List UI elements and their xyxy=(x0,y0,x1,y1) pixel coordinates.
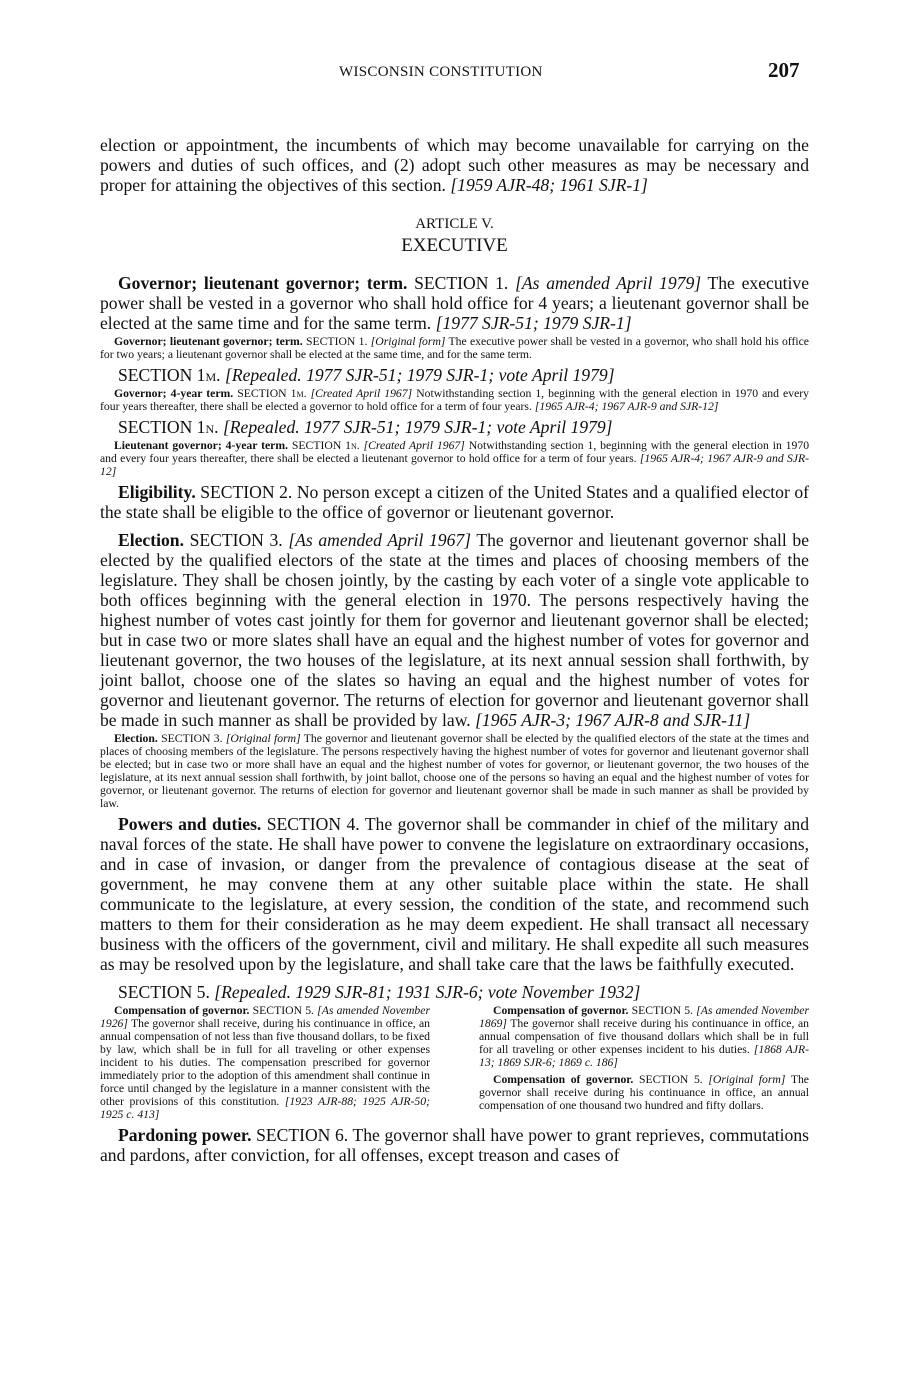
section-1m-repealed: SECTION 1m. [Repealed. 1977 SJR-51; 1979 SJR-1; vote April 1979] xyxy=(118,365,615,385)
article-number: ARTICLE V. xyxy=(415,216,494,232)
section-heading: Eligibility. xyxy=(118,482,196,502)
article-heading xyxy=(100,213,809,257)
article-title: EXECUTIVE xyxy=(401,235,508,256)
citation: [1959 AJR-48; 1961 SJR-1] xyxy=(450,175,648,195)
section-5-repealed: SECTION 5. [Repealed. 1929 SJR-81; 1931 SJR-6; vote November 1932] xyxy=(118,982,641,1002)
page-body xyxy=(100,135,809,1165)
section-6: Pardoning power. SECTION 6. The governor shall have power to grant reprieves, commutations and pardons, after conviction, for all offenses, except treason and cases of xyxy=(100,1125,809,1165)
section-4: Powers and duties. SECTION 4. The governor shall be commander in chief of the military and naval forces of the state. He shall have power to convene the legislature on extraordinary occasions, and in case of invasion, or danger from the prevalence of contagious disease at the seat of government, he may convene them at any other suitable place within the state. He shall communicate to the legislature, at every session, the condition of the state, and recommend such matters to them for their consideration as he may deem expedient. He shall transact all necessary business with the officers of the government, civil and military. He shall expedite all such measures as may be resolved upon by the legislature, and shall take care that the laws be faithfully executed. xyxy=(100,814,809,974)
section-1n-repealed: SECTION 1n. [Repealed. 1977 SJR-51; 1979 SJR-1; vote April 1979] xyxy=(118,417,613,437)
note-left-column: Compensation of governor. SECTION 5. [As amended November 1926] The governor shall receive, during his continuance in office, an annual compensation of not less than five thousand dollars, to be fixed by law, which shall be in full for all traveling or other expenses incident to his duties. The compensation prescribed for governor immediately prior to the adoption of this amendment shall continue in force until changed by the legislature in a manner consistent with the other provisions of this constitution. [1923 AJR-88; 1925 AJR-50; 1925 c. 413] xyxy=(100,1004,431,1121)
citation: [1977 SJR-51; 1979 SJR-1] xyxy=(435,313,632,333)
page-number: 207 xyxy=(768,58,800,82)
running-title: WISCONSIN CONSTITUTION xyxy=(339,64,543,80)
section-2: Eligibility. SECTION 2. No person except a citizen of the United States and a qualified elector of the state shall be eligible to the office of governor or lieutenant governor. xyxy=(100,482,809,522)
section-3: Election. SECTION 3. [As amended April 1967] The governor and lieutenant governor shall be elected by the qualified electors of the state at the times and places of choosing members of the legislature. They shall be chosen jointly, by the casting by each voter of a single vote applicable to both offices beginning with the general election in 1970. The persons respectively having the highest number of votes cast jointly for them for governor and lieutenant governor shall be elected; but in case two or more slates shall have an equal and the highest number of votes for governor and lieutenant governor, the two houses of the legislature, at its next annual session shall forthwith, by joint ballot, choose one of the slates so having an equal and the highest number of votes for governor and lieutenant governor. The returns of election for governor and lieutenant governor shall be made in such manner as shall be provided by law. [1965 AJR-3; 1967 AJR-8 and SJR-11] xyxy=(100,530,810,730)
history-note-section-3: Election. SECTION 3. [Original form] The governor and lieutenant governor shall be elected by the qualified electors of the state at the times and places of choosing members of the legislature. The persons respectively having the highest number of votes for governor and lieutenant governor shall be elected; but in case two or more shall have an equal and the highest number of votes for governor, or lieutenant governor, the two houses of the legislature, at its next annual session shall forthwith, by joint ballot, choose one of the persons so having an equal and the highest number of votes for governor, or lieutenant governor. The returns of election for governor and lieutenant governor shall be made in such manner as shall be provided by law. xyxy=(100,732,810,810)
history-note-section-1: Governor; lieutenant governor; term. SECTION 1. [Original form] The executive power shall be vested in a governor, who shall hold his office for two years; a lieutenant governor shall be elected at the same time, and for the same term. xyxy=(100,335,809,361)
history-note-section-1n: Lieutenant governor; 4-year term. SECTION 1n. [Created April 1967] Notwithstanding section 1, beginning with the general election in 1970 and every four years thereafter, there shall be elected a lieutenant governor to hold office for a term of four years. [1965 AJR-4; 1967 AJR-9 and SJR-12] xyxy=(100,439,810,478)
citation: [1965 AJR-3; 1967 AJR-8 and SJR-11] xyxy=(475,710,751,730)
section-heading: Governor; lieutenant governor; term. xyxy=(118,273,408,293)
section-heading: Pardoning power. xyxy=(118,1125,252,1145)
page-header xyxy=(0,58,907,88)
history-note-section-1m: Governor; 4-year term. SECTION 1m. [Created April 1967] Notwithstanding section 1, beginning with the general election in 1970 and every four years thereafter, there shall be elected a governor to hold office for a term of four years. [1965 AJR-4; 1967 AJR-9 and SJR-12] xyxy=(100,387,809,413)
section-1: Governor; lieutenant governor; term. SECTION 1. [As amended April 1979] The executive power shall be vested in a governor who shall hold office for 4 years; a lieutenant governor shall be elected at the same time and for the same term. [1977 SJR-51; 1979 SJR-1] xyxy=(100,273,809,333)
continuation-paragraph: election or appointment, the incumbents of which may become unavailable for carrying on the powers and duties of such offices, and (2) adopt such other measures as may be necessary and proper for attaining the objectives of this section. [1959 AJR-48; 1961 SJR-1] xyxy=(100,135,809,195)
section-heading: Powers and duties. xyxy=(118,814,262,834)
note-right-column: Compensation of governor. SECTION 5. [As amended November 1869] The governor shall receive during his continuance in office, an annual compensation of five thousand dollars which shall be in full for all traveling or other expenses incident to his duties. [1868 AJR-13; 1869 SJR-6; 1869 c. 186] Compensation of governor. SECTION 5. [Original form] The governor shall receive during his continuance in office, an annual compensation of one thousand two hundred and fifty dollars. xyxy=(479,1004,810,1112)
section-heading: Election. xyxy=(118,530,184,550)
history-note-section-5 xyxy=(100,1004,809,1121)
